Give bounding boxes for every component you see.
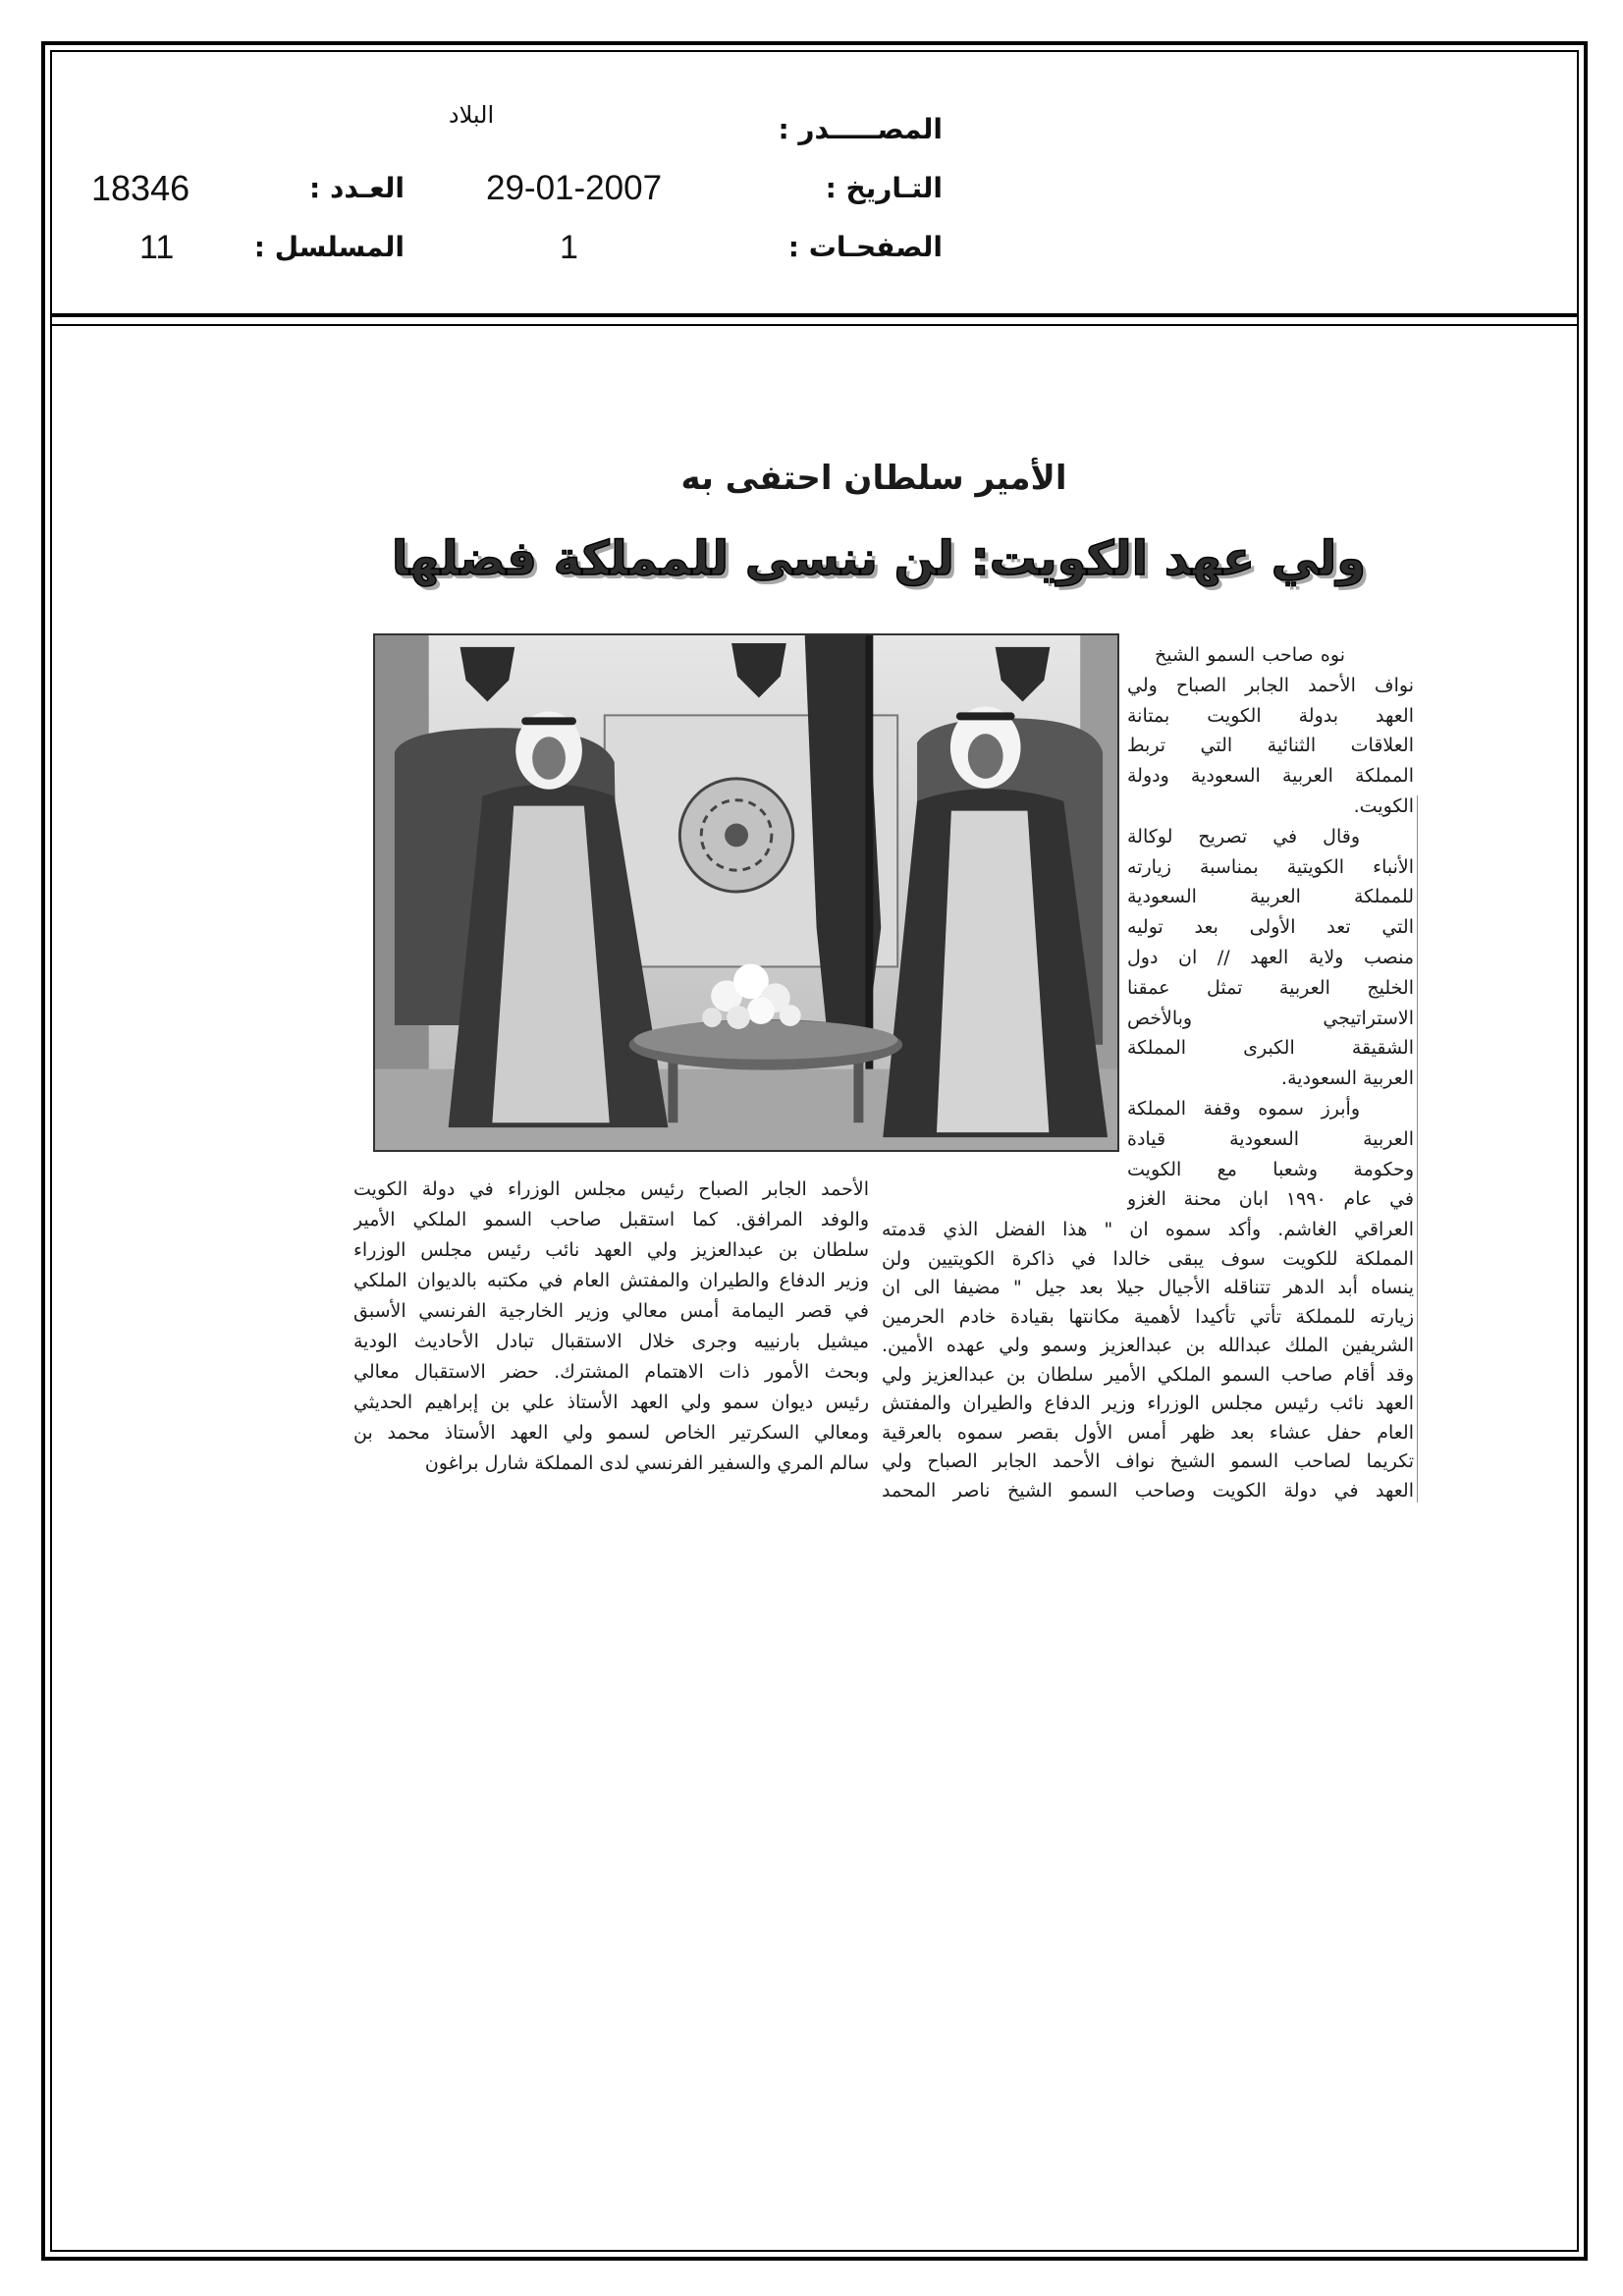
flower <box>747 997 775 1024</box>
article-text-line: وبحث الأمور ذات الاهتمام المشترك. حضر الاستقبال معالي <box>353 1361 869 1383</box>
photo-scene <box>375 635 1117 1150</box>
article-text-line: في عام ١٩٩٠ ابان محنة الغزو <box>1127 1188 1414 1211</box>
clipping-edge-rule <box>1417 795 1418 1503</box>
article-kicker: الأمير سلطان احتفى به <box>680 459 1067 498</box>
flower <box>727 1006 750 1029</box>
article-text-line: المملكة العربية السعودية ودولة <box>1127 765 1414 788</box>
pages-value: 1 <box>560 229 578 266</box>
emblem-center-icon <box>679 779 792 892</box>
article-text-line: نواف الأحمد الجابر الصباح ولي <box>1127 674 1414 696</box>
flower <box>702 1008 722 1027</box>
article-text-line: العهد بدولة الكويت بمتانة <box>1127 704 1414 727</box>
date-label: التـاريخ : <box>825 172 943 204</box>
article-text-line: الأحمد الجابر الصباح رئيس مجلس الوزراء في دولة الكويت <box>353 1178 869 1200</box>
article-text-line: وقد أقام صاحب السمو الملكي الأمير سلطان بن عبدالعزيز ولي <box>882 1363 1414 1386</box>
article-text-line: تكريما لصاحب السمو الشيخ نواف الأحمد الجابر الصباح ولي <box>882 1450 1414 1472</box>
article-column-right <box>1127 640 1414 1215</box>
header-divider-thin <box>50 324 1579 326</box>
article-text-line: في قصر اليمامة أمس معالي وزير الخارجية الفرنسي الأسبق <box>353 1300 869 1322</box>
article-text-line: وأبرز سموه وقفة المملكة <box>1127 1097 1360 1120</box>
article-text-line: ميشيل بارنييه وجرى خلال الاستقبال تبادل الأحاديث الودية <box>353 1331 869 1352</box>
article-text-line: العهد نائب رئيس مجلس الوزراء وزير الدفاع والطيران والمفتش <box>882 1393 1414 1414</box>
pages-label: الصفحـات : <box>787 231 943 263</box>
article-text-line: الشقيقة الكبرى المملكة <box>1127 1037 1414 1060</box>
serial-label: المسلسل : <box>253 231 405 263</box>
article-column-wide <box>882 1216 1414 1505</box>
article-text-line: الأنباء الكويتية بمناسبة زيارته <box>1127 855 1414 878</box>
person-right-agal <box>956 712 1015 720</box>
flower <box>780 1005 801 1026</box>
date-value: 29-01-2007 <box>486 169 663 207</box>
article-text-line: الشريفين الملك عبدالله بن عبدالعزيز وسمو ولي عهده الأمين. <box>882 1335 1414 1356</box>
article-text-line: العام حفل عشاء بعد ظهر أمس الأول بقصر سموه بالعرقية <box>882 1421 1414 1444</box>
emblem-core <box>725 824 748 847</box>
article-text-line: الاستراتيجي وبالأخص <box>1127 1007 1414 1029</box>
article-text-line: وزير الدفاع والطيران والمفتش العام في مكتبه بالديوان الملكي <box>353 1270 869 1291</box>
source-label: المصـــــدر : <box>778 113 943 145</box>
person-left-agal <box>521 717 576 725</box>
article-text-line: سلطان بن عبدالعزيز ولي العهد نائب رئيس مجلس الوزراء <box>353 1239 869 1261</box>
article-text-line: منصب ولاية العهد // ان دول <box>1127 946 1414 968</box>
article-text-line: سالم المري والسفير الفرنسي لدى المملكة شارل براغون <box>424 1452 869 1474</box>
person-left-face <box>532 737 566 780</box>
article-text-line: الخليج العربية تمثل عمقنا <box>1127 976 1414 999</box>
article-text-line: وقال في تصريح لوكالة <box>1127 825 1360 847</box>
article-text-line: العلاقات الثنائية التي تربط <box>1127 735 1414 757</box>
article-text-line: رئيس ديوان سمو ولي العهد الأستاذ علي بن إبراهيم الحديثي <box>353 1392 869 1413</box>
article-text-line: المملكة للكويت سوف يبقى خالدا في ذاكرة الكويتيين ولن <box>882 1247 1414 1270</box>
issue-label: العـدد : <box>309 172 405 204</box>
article-text-line: نوه صاحب السمو الشيخ <box>1155 644 1345 666</box>
article-text-line: العراقي الغاشم. وأكد سموه ان " هذا الفضل الذي قدمته <box>882 1219 1414 1240</box>
article-text-line: زيارته للمملكة تأتي تأكيدا لأهمية مكانتها بقيادة خادم الحرمين <box>882 1305 1414 1328</box>
article-photo <box>373 633 1119 1152</box>
article-column-left <box>353 1175 869 1479</box>
source-value: البلاد <box>448 101 495 129</box>
article-text-line: العهد في دولة الكويت وصاحب السمو الشيخ ناصر المحمد <box>882 1479 1414 1502</box>
header-divider-thick <box>50 313 1579 317</box>
article-headline: ولي عهد الكويت: لن ننسى للمملكة فضلها <box>391 531 1367 586</box>
person-right-face <box>968 734 1003 779</box>
article-text-line: للمملكة العربية السعودية <box>1127 886 1414 908</box>
flag-pole <box>865 635 873 1069</box>
article-text-line: وحكومة وشعبا مع الكويت <box>1127 1158 1414 1180</box>
article-text-line: العربية السعودية. <box>1281 1067 1414 1090</box>
article-text-line: ومعالي السكرتير الخاص لسمو ولي العهد الأستاذ محمد بن <box>353 1422 869 1444</box>
article-text-line: التي تعد الأولى بعد توليه <box>1127 916 1414 939</box>
article-text-line: والوفد المرافق. كما استقبل صاحب السمو الملكي الأمير <box>353 1209 869 1230</box>
article-text-line: الكويت. <box>1353 794 1414 817</box>
article-text-line: ينساه أبد الدهر تتناقله الأجيال جيلا بعد جيل " مضيفا الى ان <box>882 1277 1414 1298</box>
article-text-line: العربية السعودية قيادة <box>1127 1127 1414 1150</box>
issue-value: 18346 <box>91 168 190 208</box>
serial-value: 11 <box>139 229 175 266</box>
table-top <box>634 1020 898 1060</box>
